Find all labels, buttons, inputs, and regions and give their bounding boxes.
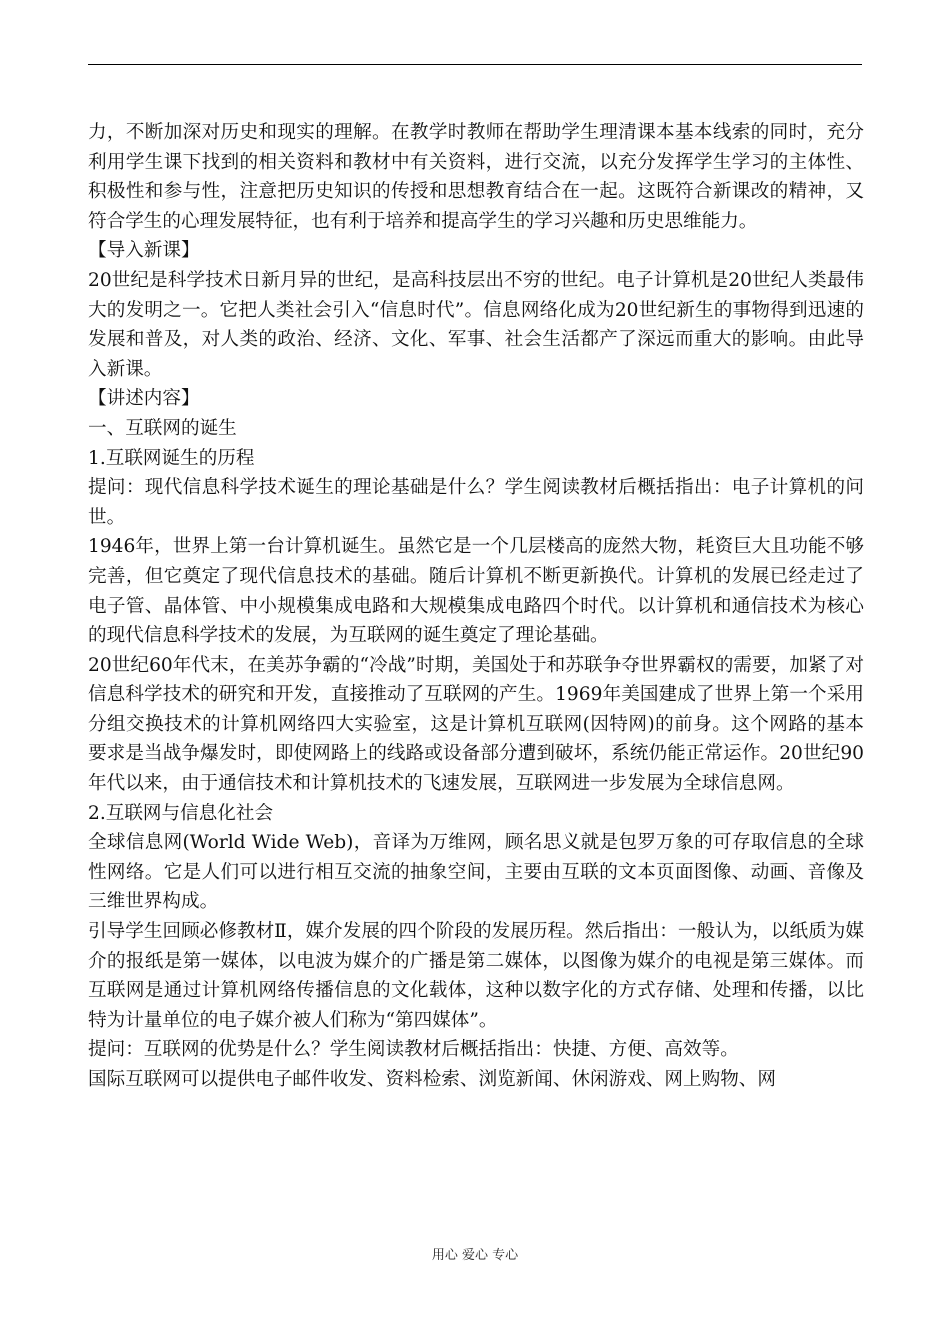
section-heading-introduction: 【导入新课】 [88,240,200,262]
paragraph-www: 全球信息网(World Wide Web)，音译为万维网，顾名思义就是包罗万象的可存取信息的全球性网络。它是人们可以进行相互交流的抽象空间，主要由互联的文本页面图像、动画、音像及三维世界构成。 [88,832,864,913]
paragraph-introduction: 20世纪是科学技术日新月异的世纪，是高科技层出不穷的世纪。电子计算机是20世纪人类最伟大的发明之一。它把人类社会引入“信息时代”。信息网络化成为20世纪新生的事物得到迅速的发展和普及，对人类的政治、经济、文化、军事、社会生活都产了深远而重大的影响。由此导入新课。 [88,269,864,380]
paragraph-1946-computer: 1946年，世界上第一台计算机诞生。虽然它是一个几层楼高的庞然大物，耗资巨大且功能不够完善，但它奠定了现代信息技术的基础。随后计算机不断更新换代。计算机的发展已经走过了电子管、晶体管、中小规模集成电路和大规模集成电路四个时代。以计算机和通信技术为核心的现代信息科学技术的发展，为互联网的诞生奠定了理论基础。 [88,536,864,647]
paragraph-intro-continuation: 力，不断加深对历史和现实的理解。在教学时教师在帮助学生理清课本基本线索的同时，充分利用学生课下找到的相关资料和教材中有关资料，进行交流，以充分发挥学生学习的主体性、积极性和参与性，注意把历史知识的传授和思想教育结合在一起。这既符合新课改的精神，又符合学生的心理发展特征，也有利于培养和提高学生的学习兴趣和历史思维能力。 [88,122,864,232]
paragraph-fourth-media: 引导学生回顾必修教材Ⅱ，媒介发展的四个阶段的发展历程。然后指出：一般认为，以纸质为媒介的报纸是第一媒体，以电波为媒介的广播是第二媒体，以图像为媒介的电视是第三媒体。而互联网是通过计算机网络传播信息的文化载体，这种以数字化的方式存储、处理和传播，以比特为计量单位的电子媒介被人们称为“第四媒体”。 [88,921,864,1031]
paragraph-question-theory: 提问：现代信息科学技术诞生的理论基础是什么？学生阅读教材后概括指出：电子计算机的问世。 [88,477,864,528]
document-body [88,118,864,1095]
subheading-information-society: 2.互联网与信息化社会 [88,802,274,824]
section-heading-lecture: 【讲述内容】 [88,388,200,410]
paragraph-internet-services: 国际互联网可以提供电子邮件收发、资料检索、浏览新闻、休闲游戏、网上购物、网 [88,1069,776,1090]
page-footer: 用心 爱心 专心 [431,1248,519,1263]
subheading-history: 1.互联网诞生的历程 [88,447,255,469]
paragraph-cold-war: 20世纪60年代末，在美苏争霸的“冷战”时期，美国处于和苏联争夺世界霸权的需要，加紧了对信息科学技术的研究和开发，直接推动了互联网的产生。1969年美国建成了世界上第一个采用分组交换技术的计算机网络四大实验室，这是计算机互联网(因特网)的前身。这个网路的基本要求是当战争爆发时，即使网路上的线路或设备部分遭到破坏，系统仍能正常运作。20世纪90年代以来，由于通信技术和计算机技术的飞速发展，互联网进一步发展为全球信息网。 [88,654,864,795]
header-rule [88,64,862,65]
paragraph-question-advantages: 提问：互联网的优势是什么？学生阅读教材后概括指出：快捷、方便、高效等。 [88,1039,739,1061]
heading-internet-birth: 一、互联网的诞生 [88,417,237,439]
